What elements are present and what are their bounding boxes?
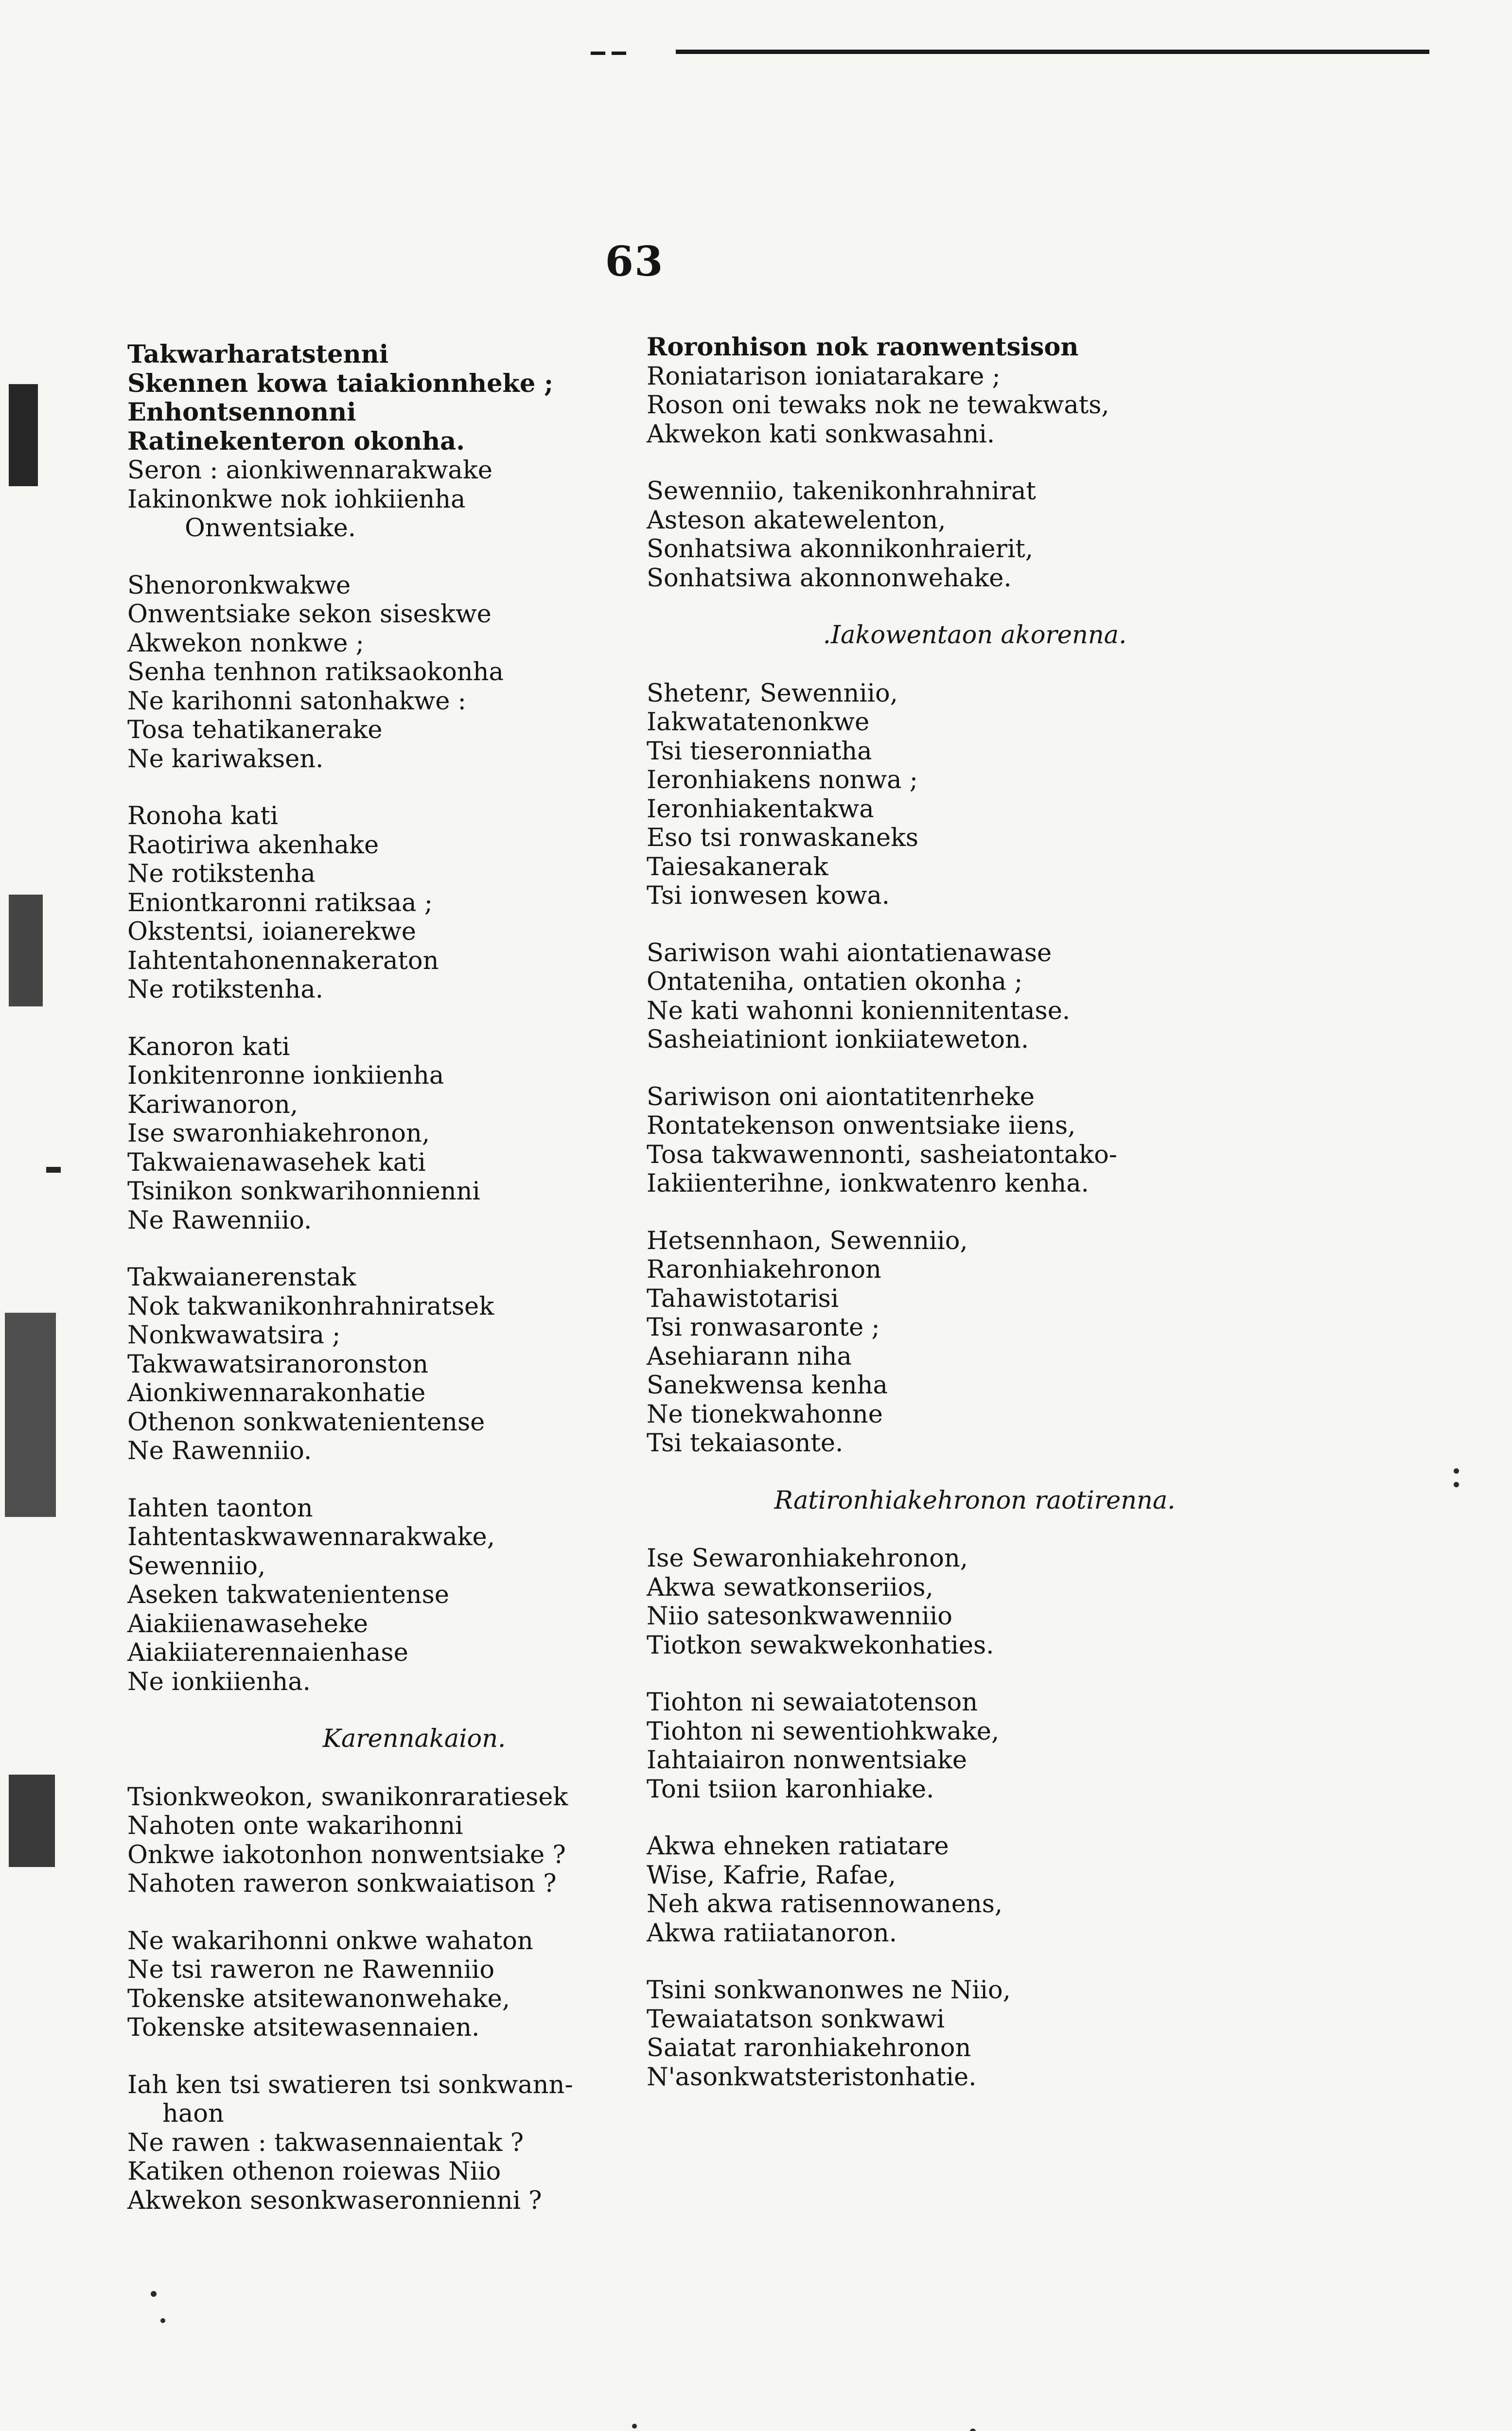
stanza: [647, 1227, 1303, 1458]
verse-line: Ontateniha, ontatien okonha ;: [647, 968, 1023, 996]
verse-line: Tewaiatatson sonkwawi: [647, 2005, 945, 2034]
verse-line: Aiakiiaterennaienhase: [127, 1638, 408, 1667]
stanza: [127, 340, 682, 543]
verse-line: Iahtaiairon nonwentsiake: [647, 1746, 967, 1775]
top-rule-dash: [612, 52, 626, 55]
verse-line: Iahten taonton: [127, 1494, 313, 1523]
verse-line: Ieronhiakentakwa: [647, 794, 874, 824]
verse-line: Asehiarann niha: [647, 1342, 852, 1371]
scan-speck: [970, 2429, 976, 2431]
verse-line: Hetsennhaon, Sewenniio,: [647, 1226, 968, 1255]
verse-line: haon: [162, 2099, 224, 2128]
verse-line: Raronhiakehronon: [647, 1255, 881, 1284]
verse-line: Katiken othenon roiewas Niio: [127, 2157, 501, 2186]
verse-line: Tsini sonkwanonwes ne Niio,: [647, 1976, 1011, 2005]
verse-line: Akwa sewatkonseriios,: [647, 1573, 933, 1602]
verse-line: Kanoron kati: [127, 1032, 290, 1061]
verse-line: Ne rawen : takwasennaientak ?: [127, 2128, 524, 2157]
verse-line: Aiakiienawaseheke: [127, 1609, 369, 1638]
verse-line: Aionkiwennarakonhatie: [127, 1379, 426, 1408]
verse-line: Tosa tehatikanerake: [127, 716, 383, 744]
verse-line: Roronhison nok raonwentsison: [647, 333, 1079, 362]
binding-stain: [46, 1167, 61, 1173]
verse-line: Ise swaronhiakehronon,: [127, 1119, 430, 1148]
verse-line: Akwekon nonkwe ;: [127, 629, 364, 658]
verse-line: Akwekon sesonkwaseronnienni ?: [127, 2186, 542, 2215]
verse-line: Ne rotikstenha.: [127, 975, 323, 1004]
top-rule-dash: [591, 52, 605, 55]
verse-line: Enhontsennonni: [127, 398, 356, 427]
verse-line: Akwa ehneken ratiatare: [647, 1832, 949, 1861]
verse-line: Nahoten onte wakarihonni: [127, 1812, 463, 1840]
verse-line: Tiotkon sewakwekonhaties.: [647, 1631, 994, 1660]
verse-line: Takwawatsiranoronston: [127, 1350, 428, 1379]
verse-line: Roson oni tewaks nok ne tewakwats,: [647, 391, 1109, 420]
verse-line: Asteson akatewelenton,: [647, 506, 946, 535]
verse-line: Iah ken tsi swatieren tsi sonkwann-: [127, 2070, 573, 2099]
verse-line: Nahoten raweron sonkwaiatison ?: [127, 1869, 557, 1898]
verse-line: Ratinekenteron okonha.: [127, 426, 465, 456]
stanza: [127, 2071, 682, 2216]
verse-line: Eso tsi ronwaskaneks: [647, 824, 919, 852]
verse-line: Kariwanoron,: [127, 1090, 298, 1119]
verse-line: Ne kariwaksen.: [127, 744, 324, 774]
verse-line: Takwarharatstenni: [127, 340, 389, 369]
verse-line: Nonkwawatsira ;: [127, 1321, 341, 1350]
verse-line: Raotiriwa akenhake: [127, 830, 379, 860]
verse-line: Ne wakarihonni onkwe wahaton: [127, 1926, 533, 1955]
stanza: [647, 333, 1303, 449]
verse-line: Nok takwanikonhrahniratsek: [127, 1292, 494, 1321]
stanza: [127, 802, 682, 1004]
verse-line: Akwa ratiiatanoron.: [647, 1919, 897, 1948]
verse-line: Tokenske atsitewanonwehake,: [127, 1984, 510, 2013]
stanza: [647, 1083, 1303, 1198]
verse-line: Shetenr, Sewenniio,: [647, 679, 898, 708]
verse-line: Sasheiatiniont ionkiiateweton.: [647, 1025, 1029, 1054]
verse-line: Iakiienterihne, ionkwatenro kenha.: [647, 1169, 1089, 1198]
verse-line: Onwentsiake sekon siseskwe: [127, 600, 492, 629]
verse-line: Ne tionekwahonne: [647, 1400, 883, 1429]
verse-line: Roniatarison ioniatarakare ;: [647, 362, 1001, 391]
verse-line: Sariwison wahi aiontatienawase: [647, 938, 1052, 968]
verse-line: Sariwison oni aiontatitenrheke: [647, 1082, 1035, 1111]
verse-line: Tsi ionwesen kowa.: [647, 881, 890, 910]
verse-line: Tsi ronwasaronte ;: [647, 1313, 880, 1342]
verse-line: Takwaienawasehek kati: [127, 1148, 426, 1177]
verse-line: Skennen kowa taiakionnheke ;: [127, 369, 553, 398]
section-title: .Iakowentaon akorenna.: [823, 621, 1127, 650]
stanza: [127, 1033, 682, 1235]
verse-line: Toni tsiion karonhiake.: [647, 1775, 934, 1804]
stanza: [647, 477, 1303, 593]
verse-line: Neh akwa ratisennowanens,: [647, 1890, 1003, 1919]
verse-line: Tsi tieseronniatha: [647, 737, 872, 766]
verse-line: Eniontkaronni ratiksaa ;: [127, 888, 433, 917]
section-title: Ratironhiakehronon raotirenna.: [774, 1486, 1176, 1515]
verse-line: Senha tenhnon ratiksaokonha: [127, 658, 504, 687]
verse-line: Aseken takwatenientense: [127, 1581, 449, 1609]
scan-speck: [1454, 1482, 1459, 1487]
verse-line: Ise Sewaronhiakehronon,: [647, 1544, 968, 1573]
verse-line: Ronoha kati: [127, 802, 279, 830]
verse-line: Taiesakanerak: [647, 852, 828, 881]
verse-line: Tsionkweokon, swanikonraratiesek: [127, 1782, 568, 1812]
verse-line: Rontatekenson onwentsiake iiens,: [647, 1111, 1076, 1140]
binding-stain: [5, 1313, 56, 1517]
stanza: [127, 1494, 682, 1697]
page-number: 63: [605, 237, 664, 285]
top-rule: [676, 50, 1429, 54]
stanza: [647, 1544, 1303, 1660]
stanza: [647, 1688, 1303, 1804]
verse-line: Seron : aionkiwennarakwake: [127, 456, 492, 485]
binding-stain: [9, 1775, 55, 1867]
verse-line: Onwentsiake.: [185, 514, 356, 543]
verse-line: Saiatat raronhiakehronon: [647, 2034, 971, 2062]
verse-line: Ieronhiakens nonwa ;: [647, 766, 918, 794]
binding-stain: [9, 384, 38, 486]
verse-line: Tsi tekaiasonte.: [647, 1429, 844, 1458]
stanza: [647, 679, 1303, 911]
verse-line: Onkwe iakotonhon nonwentsiake ?: [127, 1840, 566, 1869]
verse-line: Iahtentaskwawennarakwake,: [127, 1523, 495, 1551]
verse-line: Ne rotikstenha: [127, 860, 316, 888]
verse-line: Ne Rawenniio.: [127, 1206, 312, 1235]
scan-speck: [160, 2318, 165, 2323]
verse-line: Ne ionkiienha.: [127, 1667, 311, 1696]
scan-speck: [632, 2424, 637, 2429]
stanza: [647, 1832, 1303, 1948]
verse-line: Sanekwensa kenha: [647, 1371, 888, 1400]
scan-speck: [151, 2291, 157, 2297]
stanza: [127, 1783, 682, 1899]
stanza: [127, 1927, 682, 2043]
left-column: [127, 340, 682, 2243]
verse-line: Tahawistotarisi: [647, 1284, 839, 1313]
stanza: [647, 1976, 1303, 2092]
verse-line: N'asonkwatsteristonhatie.: [647, 2062, 977, 2092]
verse-line: Iakwatatenonkwe: [647, 708, 870, 737]
verse-line: Ne tsi raweron ne Rawenniio: [127, 1955, 495, 1984]
verse-line: Sewenniio,: [127, 1551, 266, 1581]
verse-line: Tosa takwawennonti, sasheiatontako-: [647, 1140, 1118, 1169]
verse-line: Iahtentahonennakeraton: [127, 946, 439, 975]
stanza: [127, 571, 682, 774]
section-title: Karennakaion.: [322, 1725, 506, 1753]
verse-line: Sonhatsiwa akonnikonhraierit,: [647, 535, 1033, 564]
verse-line: Sonhatsiwa akonnonwehake.: [647, 564, 1012, 593]
verse-line: Niio satesonkwawenniio: [647, 1602, 952, 1631]
stanza: [647, 939, 1303, 1055]
verse-line: Takwaianerenstak: [127, 1263, 356, 1292]
verse-line: Iakinonkwe nok iohkiienha: [127, 485, 466, 514]
stanza: [127, 1263, 682, 1466]
verse-line: Tiohton ni sewentiohkwake,: [647, 1717, 1000, 1746]
verse-line: Ionkitenronne ionkiienha: [127, 1061, 444, 1090]
verse-line: Sewenniio, takenikonhrahnirat: [647, 477, 1036, 506]
verse-line: Shenoronkwakwe: [127, 571, 351, 600]
verse-line: Othenon sonkwatenientense: [127, 1408, 485, 1437]
scan-speck: [1454, 1468, 1459, 1474]
verse-line: Okstentsi, ioianerekwe: [127, 917, 416, 946]
right-column: [647, 333, 1303, 2120]
verse-line: Tokenske atsitewasennaien.: [127, 2013, 480, 2042]
verse-line: Akwekon kati sonkwasahni.: [647, 420, 995, 449]
verse-line: Ne Rawenniio.: [127, 1437, 312, 1465]
verse-line: Ne karihonni satonhakwe :: [127, 687, 466, 716]
binding-stain: [9, 895, 43, 1006]
verse-line: Wise, Kafrie, Rafae,: [647, 1861, 896, 1890]
verse-line: Tsinikon sonkwarihonnienni: [127, 1177, 480, 1206]
verse-line: Ne kati wahonni koniennitentase.: [647, 996, 1071, 1025]
verse-line: Tiohton ni sewaiatotenson: [647, 1688, 978, 1717]
